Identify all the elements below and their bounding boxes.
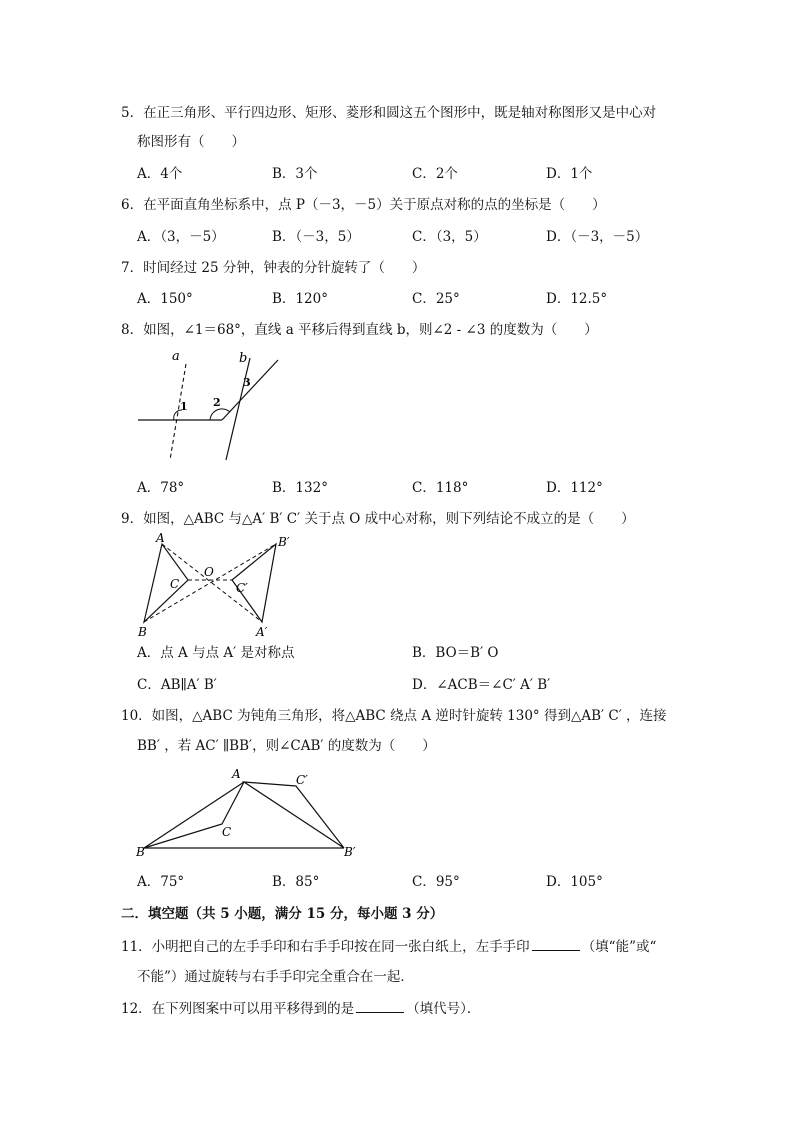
q10-triangle-ab1c1 xyxy=(244,782,344,848)
q5-text-line2: 称图形有（ ） xyxy=(137,134,245,150)
q6-text: 6．在平面直角坐标系中，点 P（－3，－5）关于原点对称的点的坐标是（ ） xyxy=(121,197,606,213)
q8-label-b: b xyxy=(239,351,248,366)
q9-text: 9．如图，△ABC 与△A′ B′ C′ 关于点 O 成中心对称，则下列结论不成立的是（ ） xyxy=(121,511,635,527)
q6-option-b[interactable]: B．（－3，5） xyxy=(272,229,360,245)
q7-option-c[interactable]: C．25° xyxy=(412,291,460,307)
q12-answer-blank[interactable] xyxy=(356,998,404,1013)
q9-label-b: B xyxy=(138,625,147,639)
q5-option-a[interactable]: A．4个 xyxy=(137,166,183,182)
q7-option-d[interactable]: D．12.5° xyxy=(546,291,608,307)
q8-line-b xyxy=(226,358,250,460)
q12-text xyxy=(121,998,480,1019)
q8-label-a: a xyxy=(172,349,180,364)
q8-option-b[interactable]: B．132° xyxy=(272,480,328,496)
section-2-title: 二．填空题（共 5 小题，满分 15 分，每小题 3 分） xyxy=(121,906,444,922)
q10-option-d[interactable]: D．105° xyxy=(546,874,603,890)
q10-option-a[interactable]: A．75° xyxy=(137,874,185,890)
q10-figure xyxy=(130,764,370,864)
q5-option-c[interactable]: C．2个 xyxy=(412,166,458,182)
q10-text-line1: 10．如图，△ABC 为钝角三角形，将△ABC 绕点 A 逆时针旋转 130° 得到△AB′ C′ ，连接 xyxy=(121,708,667,724)
q8-option-a[interactable]: A．78° xyxy=(137,480,185,496)
q11-text-part1: 11．小明把自己的左手手印和右手手印按在同一张白纸上，左手手印 xyxy=(121,939,530,955)
q9-label-b1: B′ xyxy=(278,535,290,549)
q8-slanted-line xyxy=(222,360,278,420)
q10-option-b[interactable]: B．85° xyxy=(272,874,320,890)
q6-option-a[interactable]: A．（3，－5） xyxy=(137,229,225,245)
q11-text-line2: 不能”）通过旋转与右手手印完全重合在一起． xyxy=(137,969,414,985)
q9-triangle-abc xyxy=(144,544,188,622)
q7-option-a[interactable]: A．150° xyxy=(137,291,193,307)
q10-text-line2: BB′ ，若 AC′ ∥BB′，则∠CAB′ 的度数为（ ） xyxy=(137,738,436,754)
q10-label-a: A xyxy=(232,767,241,781)
q9-label-c1: C′ xyxy=(236,581,248,595)
q11-text-part2: （填“能”或“ xyxy=(581,939,657,955)
q12-text-part2: （填代号）． xyxy=(406,1001,481,1017)
q10-label-c1: C′ xyxy=(296,773,308,787)
q8-label-2: 2 xyxy=(213,396,221,409)
q10-label-c: C xyxy=(222,825,232,839)
q6-option-d[interactable]: D．（－3，－5） xyxy=(546,229,649,245)
q11-text-line1 xyxy=(121,936,656,957)
q8-figure xyxy=(130,348,290,468)
q9-option-a[interactable]: A．点 A 与点 A′ 是对称点 xyxy=(137,645,295,661)
q10-label-b1: B′ xyxy=(344,845,356,859)
q10-option-c[interactable]: C．95° xyxy=(412,874,460,890)
q9-option-d[interactable]: D．∠ACB＝∠C′ A′ B′ xyxy=(412,677,551,693)
q10-label-b: B xyxy=(136,845,145,859)
q8-label-1: 1 xyxy=(180,400,188,413)
q11-answer-blank[interactable] xyxy=(532,936,580,951)
q9-label-c: C xyxy=(170,577,180,591)
q8-option-c[interactable]: C．118° xyxy=(412,480,469,496)
q8-label-3: 3 xyxy=(243,376,251,389)
q9-label-a1: A′ xyxy=(256,625,268,639)
q8-text: 8．如图，∠1＝68°，直线 a 平移后得到直线 b，则∠2 - ∠3 的度数为（ ） xyxy=(121,322,598,338)
q9-figure xyxy=(130,530,300,640)
q9-label-o: O xyxy=(204,565,214,579)
q7-option-b[interactable]: B．120° xyxy=(272,291,328,307)
q9-label-a: A xyxy=(156,531,165,545)
q9-option-b[interactable]: B．BO＝B′ O xyxy=(412,645,499,661)
q5-option-b[interactable]: B．3个 xyxy=(272,166,318,182)
q5-option-d[interactable]: D．1个 xyxy=(546,166,593,182)
q7-text: 7．时间经过 25 分钟，钟表的分针旋转了（ ） xyxy=(121,260,426,276)
q5-text-line1: 5．在正三角形、平行四边形、矩形、菱形和圆这五个图形中，既是轴对称图形又是中心对 xyxy=(121,105,657,121)
q8-option-d[interactable]: D．112° xyxy=(546,480,603,496)
q9-option-c[interactable]: C．AB∥A′ B′ xyxy=(137,677,217,693)
q6-option-c[interactable]: C．（3，5） xyxy=(412,229,487,245)
q12-text-part1: 12．在下列图案中可以用平移得到的是 xyxy=(121,1001,355,1017)
